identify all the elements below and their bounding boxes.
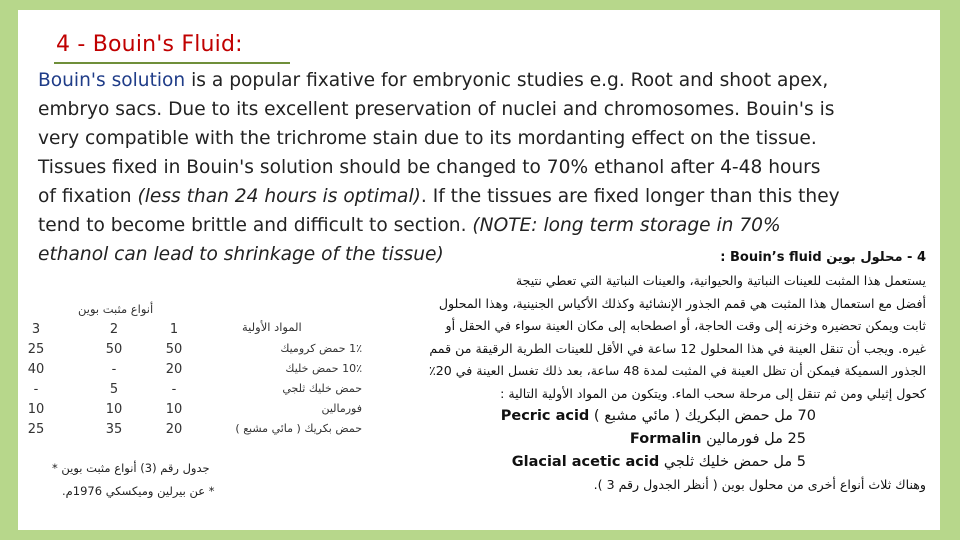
para-line-4: Tissues fixed in Bouin's solution should be changed to 70% ethanol after 4-48 hours bbox=[38, 157, 821, 178]
table-col-header-3: 3 bbox=[31, 322, 41, 337]
table-cell: 35 bbox=[105, 422, 123, 437]
arabic-last-line: وهناك ثلاث أنواع أخرى من محلول بوين ( أنظر الجدول رقم 3 ). bbox=[593, 477, 926, 492]
table-row-label-4: فورمالين bbox=[321, 402, 362, 415]
para-line-6-a: tend to become brittle and difficult to section. bbox=[38, 215, 473, 236]
para-line-2: embryo sacs. Due to its excellent preservation of nuclei and chromosomes. Bouin's is bbox=[38, 99, 835, 120]
para-line-5-a: of fixation bbox=[38, 186, 138, 207]
english-paragraph bbox=[38, 66, 938, 269]
table-cell: 5 bbox=[109, 382, 119, 397]
title-underline bbox=[54, 62, 290, 64]
para-line-7: ethanol can lead to shrinkage of the tissue) bbox=[38, 244, 444, 265]
arabic-heading-ar: 4 - محلول بوين bbox=[826, 250, 926, 265]
formula-line-3 bbox=[406, 451, 926, 474]
arabic-line-4: غيره. ويجب أن تنقل العينة في هذا المحلول 12 ساعة في الأقل للعينات الطرية الرقيقة من قمم bbox=[429, 340, 926, 356]
para-line-5 bbox=[38, 182, 938, 211]
para-line-6-italic: (NOTE: long term storage in 70% bbox=[472, 215, 781, 236]
formula-2-en: Formalin bbox=[629, 431, 702, 447]
table-cell: 10 bbox=[27, 402, 45, 417]
arabic-line-5: الجذور السميكة فيمكن أن تظل العينة في المثبت لمدة 48 ساعة، بعد ذلك تغسل العينة في 20٪ bbox=[428, 363, 926, 378]
para-line-3: very compatible with the trichrome stain due to its mordanting effect on the tissue. bbox=[38, 128, 817, 149]
arabic-heading-en: : Bouin’s fluid bbox=[720, 250, 822, 265]
table-caption: جدول رقم (3) أنواع مثبت بوين * bbox=[52, 461, 210, 475]
table-header-materials: المواد الأولية bbox=[242, 320, 302, 334]
formula-1-en: Pecric acid bbox=[500, 408, 590, 424]
table-cell: - bbox=[33, 382, 39, 397]
table-cell: 25 bbox=[27, 422, 45, 437]
table-cell: 25 bbox=[27, 342, 45, 357]
para-line-1-text: is a popular fixative for embryonic studies e.g. Root and shoot apex, bbox=[185, 70, 829, 91]
table-header-types: أنواع مثبت بوين bbox=[78, 302, 154, 316]
para-line-1 bbox=[38, 66, 938, 95]
arabic-section bbox=[406, 246, 926, 497]
table-col-header-2: 2 bbox=[109, 322, 119, 337]
arabic-line-1: يستعمل هذا المثبت للعينات النباتية والحيوانية، والعينات النباتية التي تعطي نتيجة bbox=[515, 273, 926, 288]
arabic-line-3: ثابت ويمكن تحضيره وخزنه إلى وقت الحاجة، أو اصطحابه إلى مكان العينة سواء في الحقل أو bbox=[445, 318, 926, 333]
formula-line-2 bbox=[406, 428, 926, 451]
table-cell: 10 bbox=[105, 402, 123, 417]
table-cell: 20 bbox=[165, 422, 183, 437]
table-cell: 40 bbox=[27, 362, 45, 377]
slide-title: 4 - Bouin's Fluid: bbox=[56, 32, 243, 57]
table-row-label-5: حمض بكريك ( مائي مشبع ) bbox=[235, 422, 362, 435]
table-cell: - bbox=[171, 382, 177, 397]
table-row-label-1: 1٪ حمض كروميك bbox=[280, 342, 362, 355]
formula-1-ar: 70 مل حمض البكريك ( مائي مشبع ) bbox=[593, 408, 816, 424]
table-cell: - bbox=[111, 362, 117, 377]
table-col-header-1: 1 bbox=[169, 322, 179, 337]
arabic-line-2: أفضل مع استعمال هذا المثبت هي قمم الجذور الإنشائية وكذلك الأكياس الجنينية، وهذا المحلول bbox=[438, 295, 926, 311]
table-cell: 10 bbox=[165, 402, 183, 417]
arabic-line-6: كحول إثيلي ومن ثم تنقل إلى مرحلة سحب الماء. ويتكون من المواد الأولية التالية : bbox=[500, 385, 926, 401]
formula-line-1 bbox=[406, 405, 926, 428]
table-row-label-2: 10٪ حمض خليك bbox=[285, 362, 362, 375]
formula-3-ar: 5 مل حمض خليك ثلجي bbox=[663, 454, 806, 470]
bouin-types-table bbox=[20, 290, 368, 466]
arabic-heading bbox=[406, 246, 926, 270]
formula-2-ar: 25 مل فورمالين bbox=[706, 431, 806, 447]
bouin-solution-term: Bouin's solution bbox=[38, 70, 186, 91]
table-cell: 50 bbox=[165, 342, 183, 357]
para-line-5-b: . If the tissues are fixed longer than this they bbox=[420, 186, 840, 207]
slide bbox=[18, 10, 940, 530]
formula-3-en: Glacial acetic acid bbox=[511, 454, 660, 470]
para-line-6 bbox=[38, 211, 938, 240]
para-line-5-italic: (less than 24 hours is optimal) bbox=[137, 186, 421, 207]
table-cell: 20 bbox=[165, 362, 183, 377]
table-source: * عن بيرلين وميكسكي 1976م. bbox=[62, 484, 215, 498]
table-row-label-3: حمض خليك ثلجي bbox=[282, 382, 362, 395]
table-cell: 50 bbox=[105, 342, 123, 357]
